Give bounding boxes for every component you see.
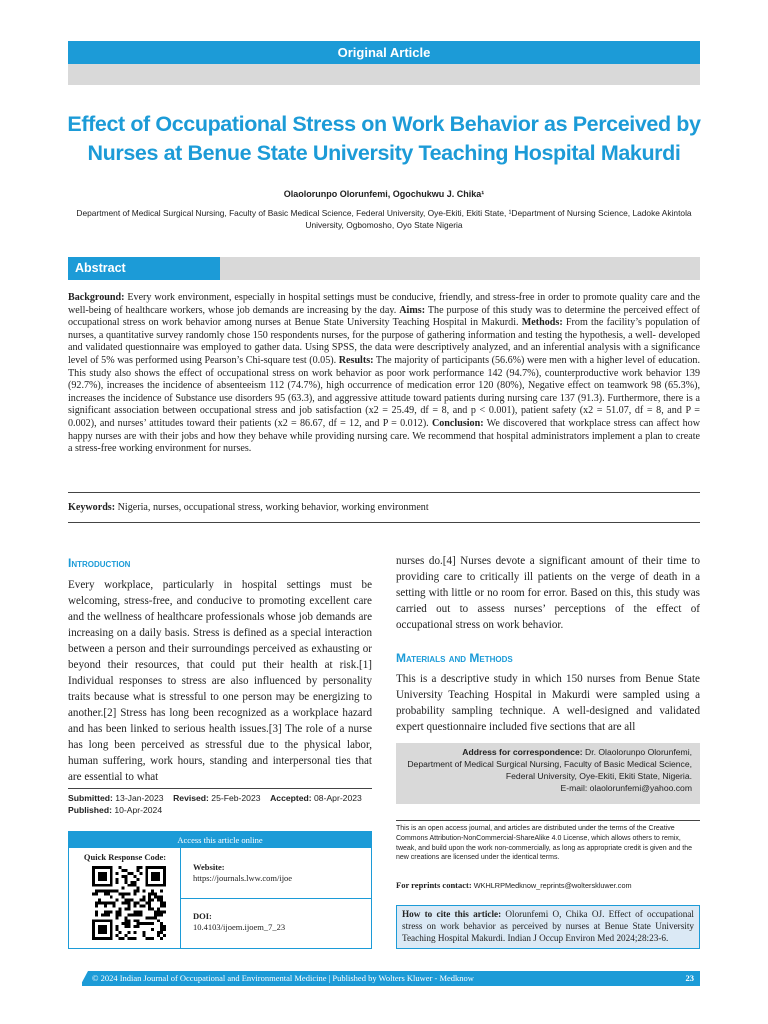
footer-text: © 2024 Indian Journal of Occupational and Environmental Medicine | Published by Wolters Kluwer - Medknow (92, 973, 474, 983)
article-type-banner (68, 41, 700, 64)
correspondence-line2: Federal University, Oye-Ekiti, Ekiti State, Nigeria. (505, 771, 692, 781)
results-label: Results: (338, 354, 374, 366)
introduction-continued-text: nurses do.[4] Nurses devote a significant amount of their time to providing care to critically ill patients on the verge of death in a setting with little or no room for error. Based on this, this study was carried out to assess nurses’ perceptions of the effect of occupational stress on work behavior. (396, 555, 700, 631)
cite-label: How to cite this article: (402, 909, 502, 919)
correspondence-label: Address for correspondence: (462, 747, 583, 757)
access-online-box (68, 831, 372, 949)
author-list: Olaolorunpo Olorunfemi, Ogochukwu J. Chika¹ (283, 189, 485, 199)
accepted-date: 08-Apr-2023 (311, 793, 362, 803)
footer-corner-triangle (80, 971, 88, 986)
abstract-label: Abstract (68, 257, 220, 280)
introduction-heading: Introduction (68, 556, 131, 570)
reprints-label: For reprints contact: (396, 880, 472, 890)
banner-gray-strip (68, 64, 700, 85)
materials-methods-heading: Materials and Methods (396, 651, 513, 665)
access-divider (181, 898, 371, 899)
keywords-label: Keywords: (68, 502, 116, 513)
published-label: Published: (68, 805, 112, 815)
submitted-date: 13-Jan-2023 (112, 793, 164, 803)
doi-label: DOI: (193, 911, 212, 921)
introduction-text: Every workplace, particularly in hospital settings must be welcoming, stress-free, and conducive to promoting excellent care and the wellness of healthcare professionals whose job demands are increasing on a daily basis. Stress is defined as a special interaction between a person and their surroundings perceived as exhausting or beyond their resources, that could put their health at risk.[1] Individual responses to stress are also influenced by personality traits because what is stressful to one person may be energizing to another.[2] Stress has long been recognized as a workplace hazard and has been linked to serious health issues.[3] The role of a nurse has long been perceived as stressful due to the physical labor, human suffering, work hours, standing and interpersonal ties that are essential to what (68, 579, 372, 783)
reprints-email[interactable]: WKHLRPMedknow_reprints@wolterskluwer.com (471, 881, 632, 890)
keywords-text: Nigeria, nurses, occupational stress, working behavior, working environment (115, 502, 429, 513)
website-link[interactable]: https://journals.lww.com/ijoe (193, 873, 293, 883)
published-date: 10-Apr-2024 (111, 805, 163, 815)
correspondence-box (396, 743, 700, 804)
aims-text: The purpose of this study was to determine the perceived effect of occupational stress on work behavior among nurses at Benue State University Teaching Hospital in Makurdi. (68, 304, 700, 329)
accepted-label: Accepted: (270, 793, 312, 803)
methods-label: Methods: (521, 317, 563, 329)
abstract-body (68, 292, 700, 456)
doi-block (193, 911, 285, 933)
aims-label: Aims: (399, 304, 426, 316)
background-label: Background: (68, 292, 125, 303)
abstract-bar (68, 257, 700, 280)
doi-link[interactable]: 10.4103/ijoem.ijoem_7_23 (193, 922, 286, 932)
background-text: Every work environment, especially in hospital settings must be conducive, friendly, and stress-free in order to promote quality care and the well-being of healthcare workers, whose job demands are increasing by the day. (68, 292, 700, 316)
qr-label: Quick Response Code: (83, 852, 167, 862)
access-header: Access this article online (69, 832, 371, 848)
revised-label: Revised: (173, 793, 209, 803)
license-text: This is an open access journal, and articles are distributed under the terms of the Creative Commons Attribution-NonCommercial-ShareAlike 4.0 License, which allows others to remix, tweak, and build upon the work non-commercially, as long as appropriate credit is given and the new creations are licensed under the identical terms. (396, 825, 692, 862)
results-text: The majority of participants (56.6%) were men with a higher level of education. This study also shows the effect of occupational stress on work behavior as poor work performance 142 (94.7%), counterproductive work behavior 139 (92.7%), increases the incidence of absenteeism 112 (74.7%), high occurrence of medication error 120 (80%), Negative effect on teamwork 98 (65.3%), increases the incidence of Substance use disorders 95 (63.3), and aggressive attitude toward patients during nursing care 137 (91.3). Furthermore, there is a significant association between occupational stress and job satisfaction (x2 = 25.49, df = 8, and p < 0.001), patient safety (x2 = 51.07, df = 8, and P = 0.002), and nurses’ attitudes toward their patients (x2 = 86.67, df = 12, and P = 0.012). (68, 354, 700, 429)
keywords (68, 502, 700, 513)
article-title: Effect of Occupational Stress on Work Behavior as Perceived by Nurses at Benue State University Teaching Hospital Makurdi (67, 112, 701, 165)
methods-text: From the facility’s population of nurses, a quantitative survey randomly chose 150 respondents nurses, for the purpose of gathering information and testing the hypothesis, a well- developed and validated questionnaire was employed to gather data. Using SPSS, the data were descriptively analyzed, and an inferential analysis with a significance level of 5% was performed using Pearson’s Chi-square test (0.05). (68, 317, 700, 366)
reprints-contact (396, 880, 700, 890)
cite-text: Olorunfemi O, Chika OJ. Effect of occupational stress on work behavior as perceived by nurses at Benue State University Teaching Hospital Makurdi. Indian J Occup Environ Med 2024;28:23-6. (402, 909, 694, 943)
license-rule (396, 820, 700, 821)
website-label: Website: (193, 862, 225, 872)
article-dates (68, 792, 372, 816)
correspondence-name: Dr. Olaolorunpo Olorunfemi, (582, 747, 692, 757)
page-footer (68, 971, 700, 986)
page-number: 23 (685, 973, 694, 983)
revised-date: 25-Feb-2023 (208, 793, 261, 803)
dates-rule (68, 788, 372, 789)
conclusion-text: We discovered that workplace stress can affect how happy nurses are with their jobs and how they behave while providing nursing care. We recommend that hospital administrators implement a plan to create a stress-free working environment for nurses. (68, 417, 700, 455)
keywords-rule-top (68, 492, 700, 493)
citation-box (396, 905, 700, 949)
conclusion-label: Conclusion: (431, 417, 484, 429)
website-block (193, 862, 292, 884)
qr-column (69, 848, 181, 948)
materials-methods-text: This is a descriptive study in which 150 nurses from Benue State University Teaching Hospital in Makurdi were sampled using a probability sampling technique. A well-designed and validated expert questionnaire included five sections that are all (396, 673, 700, 733)
affiliation: Department of Medical Surgical Nursing, Faculty of Basic Medical Science, Federal University, Oye-Ekiti, Ekiti State, ¹Department of Nursing Science, Ladoke Akintola University, Ogbomosho, Oyo State Nigeria (76, 208, 692, 230)
correspondence-line1: Department of Medical Surgical Nursing, Faculty of Basic Medical Science, (407, 759, 692, 769)
article-type-label: Original Article (337, 45, 431, 60)
keywords-rule-bottom (68, 522, 700, 523)
correspondence-email[interactable]: E-mail: olaolorunfemi@yahoo.com (560, 783, 692, 793)
qr-code-icon[interactable] (92, 866, 166, 940)
submitted-label: Submitted: (68, 793, 113, 803)
